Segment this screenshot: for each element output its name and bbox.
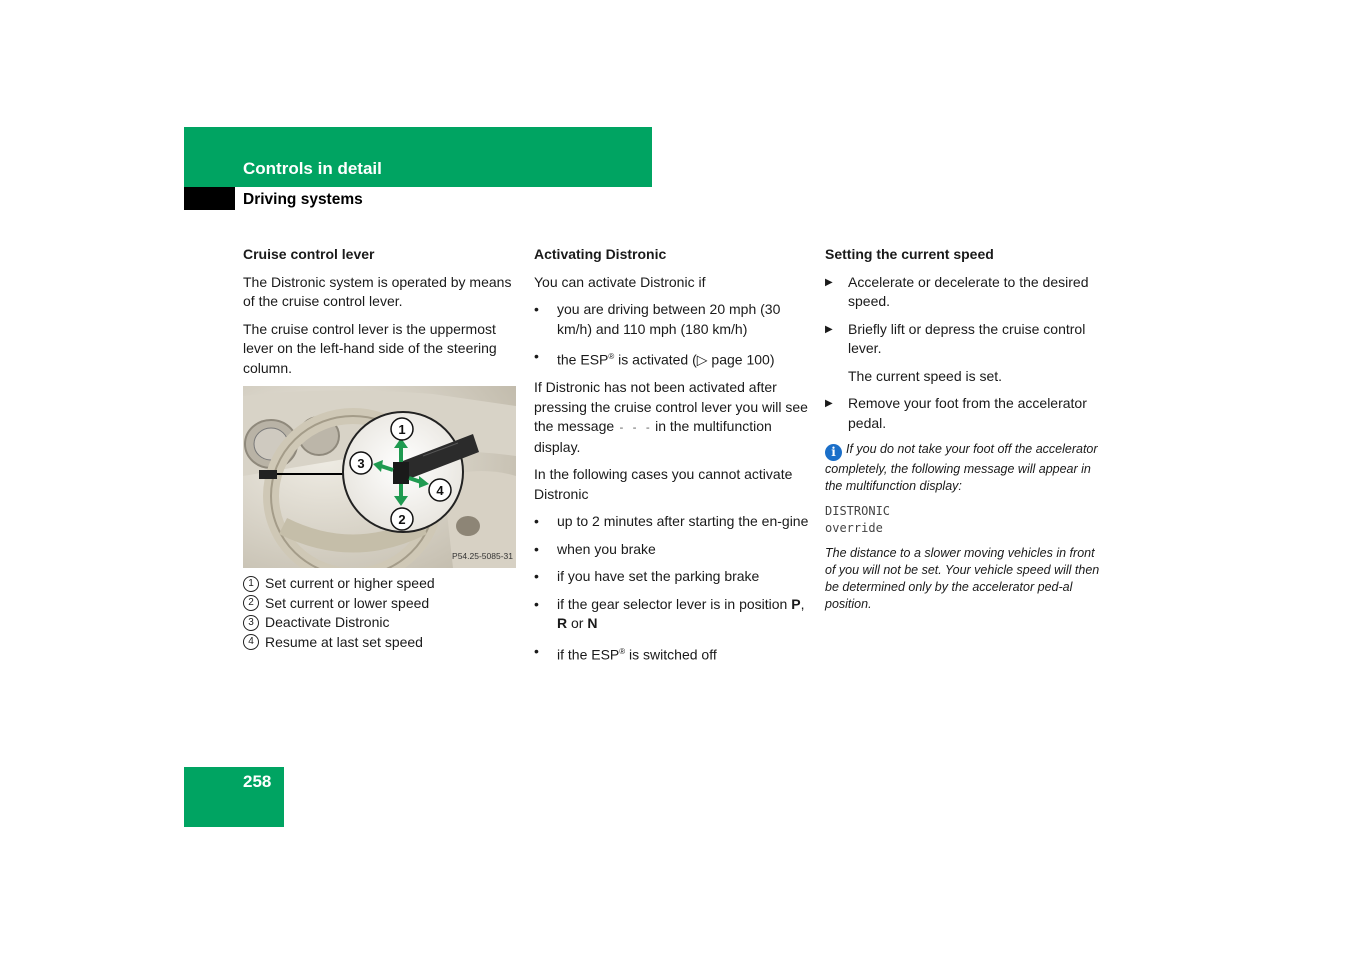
list-item — [825, 273, 1103, 312]
callout-3-label: 3 — [357, 456, 365, 471]
list-item — [534, 300, 809, 339]
figure-code: P54.25-5085-31 — [452, 550, 513, 561]
callout-1-label: 1 — [398, 422, 406, 437]
legend-number: 4 — [243, 634, 259, 650]
legend-item-3 — [243, 613, 517, 633]
display-message-line: DISTRONIC — [825, 504, 891, 518]
note-text: If you do not take your foot off the accelerator completely, the following message will appear in the multifunction display: — [825, 442, 1098, 493]
list-item — [534, 567, 809, 587]
paragraph-activate-if: You can activate Distronic if — [534, 273, 706, 290]
page-reference-arrow-icon: ▷ — [696, 351, 708, 368]
page-number: 258 — [243, 772, 272, 791]
legend-item-2 — [243, 594, 517, 614]
case-text: up to 2 minutes after starting the en-gine — [557, 513, 809, 530]
condition-esp-text: the ESP — [557, 351, 609, 368]
paragraph-operated-by: The Distronic system is operated by means of the cruise control lever. — [243, 273, 512, 309]
case-text: is switched off — [625, 646, 717, 663]
step-text: Briefly lift or depress the cruise control lever. — [848, 320, 1086, 356]
heading-cruise-control-lever: Cruise control lever — [243, 246, 375, 262]
cockpit-illustration — [243, 386, 516, 568]
condition-speed: you are driving between 20 mph (30 km/h) and 110 mph (180 km/h) — [557, 301, 781, 337]
heading-activating-distronic: Activating Distronic — [534, 246, 667, 262]
info-note — [825, 441, 1103, 495]
speed-steps-list-2 — [825, 394, 1103, 433]
gear-n: N — [587, 615, 598, 632]
legend-text: Deactivate Distronic — [265, 614, 390, 630]
registered-mark: ® — [619, 646, 626, 656]
list-item — [534, 595, 809, 634]
list-item — [534, 642, 809, 665]
display-message — [825, 503, 1103, 537]
list-item — [534, 540, 809, 560]
case-text: when you brake — [557, 540, 656, 557]
step-result: The current speed is set. — [848, 367, 1003, 384]
paragraph-cannot-activate: In the following cases you cannot activate Distronic — [534, 466, 793, 502]
condition-esp-text: is activated ( — [614, 351, 697, 368]
case-text: if the ESP — [557, 646, 620, 663]
subsection-marker — [184, 187, 235, 210]
separator: or — [567, 615, 588, 632]
legend-number: 2 — [243, 595, 259, 611]
step-text: Accelerate or decelerate to the desired speed. — [848, 273, 1089, 309]
activation-conditions-list — [534, 300, 809, 370]
legend-text: Set current or lower speed — [265, 594, 430, 611]
paragraph-not-activated — [534, 378, 809, 457]
legend-item-1 — [243, 574, 517, 594]
column-setting-current-speed — [825, 245, 1103, 621]
cruise-control-lever-figure — [243, 386, 516, 568]
display-message-line: override — [825, 521, 883, 535]
list-item — [534, 347, 809, 370]
info-icon: i — [825, 444, 842, 461]
legend-number: 3 — [243, 615, 259, 631]
case-text: if the gear selector lever is in position — [557, 595, 792, 612]
column-activating-distronic — [534, 245, 809, 673]
info-note-continued: The distance to a slower moving vehicles in front of you will not be set. Your vehicle speed will then be determined only by the accelerator ped-al position. — [825, 546, 1100, 611]
speed-steps-list — [825, 273, 1103, 359]
section-title: Controls in detail — [243, 159, 382, 178]
heading-setting-current-speed: Setting the current speed — [825, 246, 994, 262]
legend-text: Set current or higher speed — [265, 575, 435, 591]
legend-number: 1 — [243, 576, 259, 592]
case-text: if you have set the parking brake — [557, 568, 760, 585]
list-item — [534, 512, 809, 532]
paragraph-text: If Distronic has not been activated after pressing the cruise control lever you will see the message — [534, 379, 808, 435]
cannot-activate-list — [534, 512, 809, 665]
display-message-code: - - - — [618, 421, 652, 435]
page-reference: page 100) — [707, 351, 775, 368]
callout-2-label: 2 — [398, 512, 406, 527]
gear-p: P — [791, 595, 801, 612]
callout-4-label: 4 — [436, 483, 444, 498]
legend-text: Resume at last set speed — [265, 633, 423, 650]
figure-legend — [243, 574, 517, 652]
step-text: Remove your foot from the accelerator pedal. — [848, 395, 1087, 431]
list-item — [825, 394, 1103, 433]
legend-item-4 — [243, 633, 517, 653]
column-cruise-control-lever — [243, 245, 517, 652]
registered-mark: ® — [608, 352, 615, 361]
separator: , — [800, 595, 805, 612]
gear-r: R — [557, 615, 568, 632]
list-item — [825, 320, 1103, 359]
subsection-title: Driving systems — [243, 191, 363, 208]
paragraph-text: in the multifunction display. — [534, 418, 772, 455]
paragraph-lever-location: The cruise control lever is the uppermost lever on the left-hand side of the steering column. — [243, 320, 497, 376]
